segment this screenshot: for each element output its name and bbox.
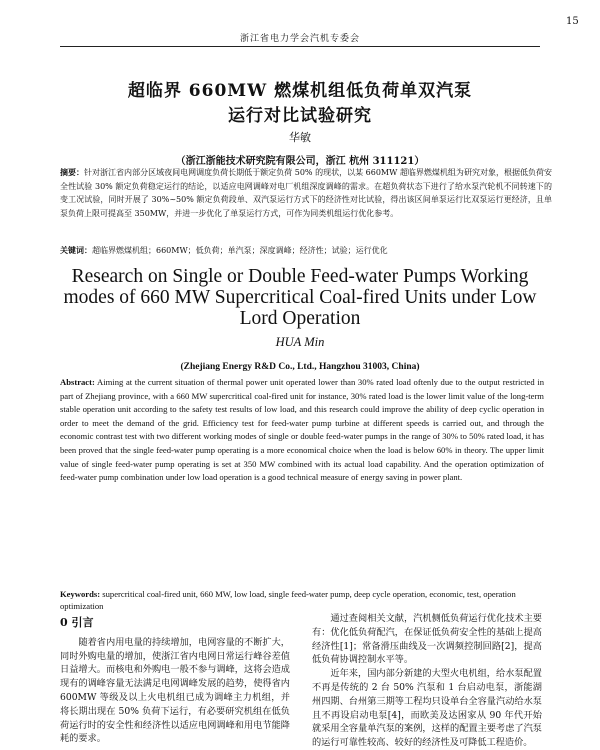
english-keywords-text: supercritical coal-fired unit, 660 MW, low load, single feed-water pump, deep cycle operation, economic, test, operation optimization [60,589,516,611]
english-keywords-label: Keywords: [60,589,101,599]
english-abstract [60,376,544,485]
chinese-keywords-label: 关键词： [60,245,92,255]
chinese-keywords-text: 超临界燃煤机组；660MW；低负荷；单汽泵；深度调峰；经济性；试验；运行优化 [92,246,388,255]
body-right-column [312,612,542,750]
body-left-column [60,612,290,746]
chinese-affiliation: （浙江浙能技术研究院有限公司，浙江 杭州 311121） [175,156,425,167]
chinese-keywords [60,244,552,257]
introduction-paragraph-3: 近年来，国内部分新建的大型火电机组，给水泵配置不再是传统的 2 台 50% 汽泵和 1 台启动电泵，浙能湖州四期、台州第三期等工程均只设单台全容量汽动给水泵且不再设启动电泵[4]，而欧美及达困家从 90 年代开始就采用全容量单汽泵的案例，这样的配置主要考虑了汽泵的运行可靠性较高、较好的经济性及可降低工程造价。 [312,668,542,749]
running-header: 浙江省电力学会汽机专委会 [239,34,360,44]
introduction-paragraph-2: 通过查阅相关文献，汽机侧低负荷运行优化技术主要有：优化低负荷配汽，在保证低负荷安全性的基础上提高经济性[1]；常备滑压曲线及一次调频控制回路[2]，提高低负荷协调控制水平等。 [312,613,542,666]
chinese-author: 华敏 [289,131,311,144]
chinese-abstract [60,166,552,220]
chinese-abstract-label: 摘要： [60,167,85,177]
chinese-abstract-text: 针对浙江省内部分区域夜间电网调度负荷长期低于额定负荷 50% 的现状，以某 660MW 超临界燃煤机组为研究对象，根据低负荷安全性试验 30% 额定负荷稳定运行的结论，以适应电网调峰对电厂机组深度调峰的需求。在超负荷状态下进行了给水泵汽轮机不同转速下的变工况试验，同时开展了 30%~50% 额定负荷段单、双汽泵运行方式下的经济性对比试验，得出该区间单泵运行比双泵运行更经济，且单泵负荷上限可提高至 350MW，并进一步优化了单泵运行方式，可作为同类机组运行优化参考。 [60,168,553,218]
english-abstract-label: Abstract: [60,377,95,387]
english-abstract-text: Aiming at the current situation of thermal power unit operated lower than 30% rated load oftenly due to the output restricted in part of Zhejiang province, with a 660 MW supercritical coal-fired unit for instance, 30% rated load is the lower limit value of the long-term stable operation unit according to the safety test results of low load, and this research could improve the ability of deep cyclic operation in order to meet the demand of the grid. Efficiency test for feed-water pump turbine at different speeds is carried out, and through the economic contrast test with two different working modes of single or double feed-water pumps in the range of 30% to 50% rated load, it has been proved that the single feed-water pump operating is a more economical choice when the load is below 60% in theory. The upper limit value of single feed-water pump operating is set at 350 MW combined with its actual load capability. And the operation optimization of feed-water pump combination under low load operation is a good technical measure of energy saving in power plant. [60,377,544,483]
chinese-title-line-1: 超临界 660MW 燃煤机组低负荷单双汽泵 [127,81,473,101]
english-author: HUA Min [275,335,325,349]
english-keywords [60,588,544,612]
section-heading-introduction: 0 引言 [60,616,94,629]
introduction-paragraph-1: 随着省内用电量的持续增加，电网容量的不断扩大，同时外购电量的增加，使浙江省内电网日常运行峰谷差值日益增大。而核电和外购电一般不参与调峰，这将会造成现有的调峰容量无法满足电网调峰发展的趋势，使得省内 600MW 等级及以上火电机组已成为调峰主力机组，并将长期出现在 50% 负荷下运行，有必要研究机组在低负荷运行时的安全性和经济性以适应电网调峰和用电节能降耗的要求。 [60,636,290,745]
english-title: Research on Single or Double Feed-water Pumps Working modes of 660 MW Supercritical Coal-fired Units under Low Lord Operation [63,266,537,329]
page-number: 15 [566,16,579,27]
english-affiliation: (Zhejiang Energy R&D Co., Ltd., Hangzhou 31003, China) [180,362,420,372]
header-rule [60,46,540,47]
chinese-title-line-2: 运行对比试验研究 [228,106,372,126]
